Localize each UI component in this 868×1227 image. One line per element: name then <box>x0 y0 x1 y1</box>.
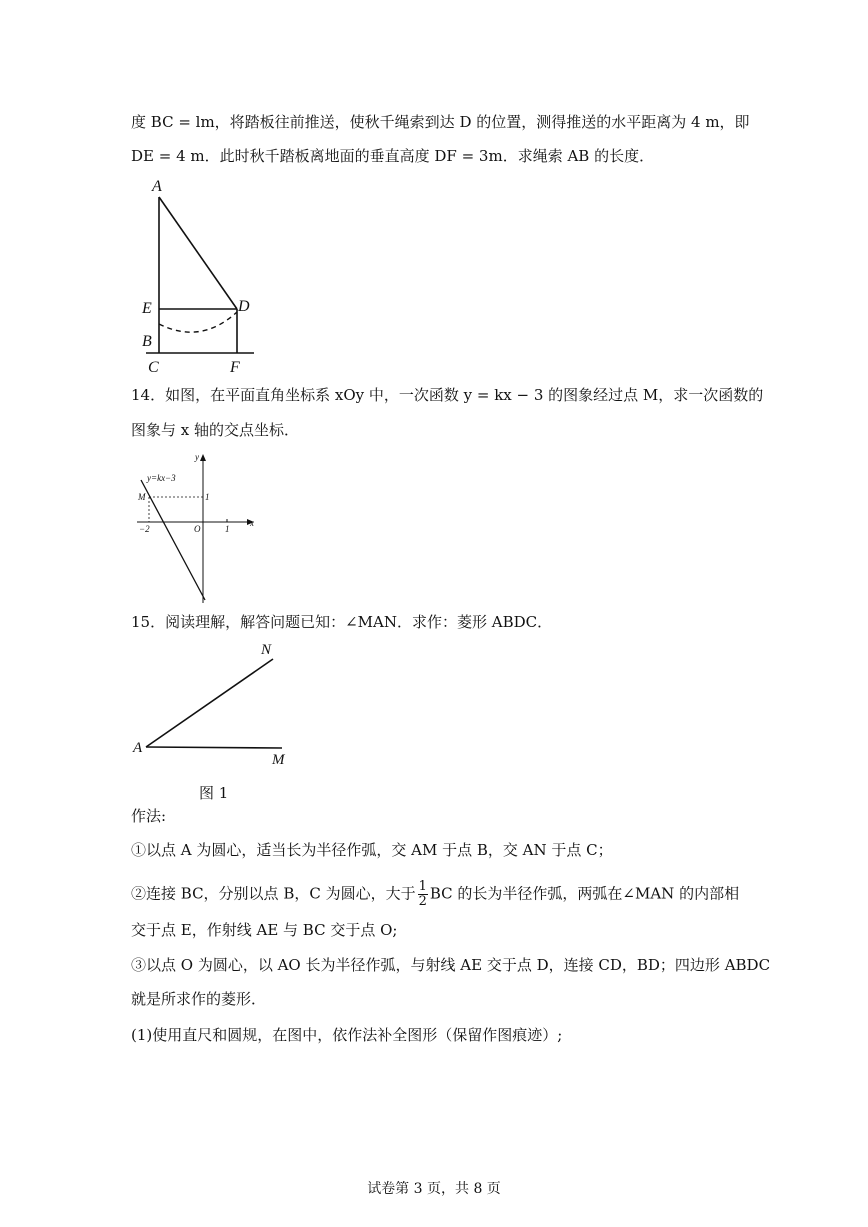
linear-function-graph <box>133 448 263 608</box>
problem15-text-line1: 15．阅读理解，解答问题已知：∠MAN．求作：菱形 ABDC． <box>131 613 553 631</box>
label-D: D <box>238 298 250 315</box>
tick-label-1: 1 <box>225 524 230 534</box>
problem14-text-line2: 图象与 x 轴的交点坐标． <box>131 421 299 439</box>
label-A: A <box>133 740 143 756</box>
function-line <box>141 480 205 600</box>
y-axis-arrow-icon <box>200 454 206 461</box>
label-A: A <box>152 178 162 195</box>
problem13-text-line2: DE = 4 m．此时秋千踏板离地面的垂直高度 DF = 3m．求绳索 AB 的长度． <box>131 147 655 165</box>
step-2-line2: 交于点 E，作射线 AE 与 BC 交于点 O; <box>131 921 398 939</box>
fraction-one-half <box>418 880 428 909</box>
origin-label: O <box>194 524 201 534</box>
step-3-line1: ③以点 O 为圆心，以 AO 长为半径作弧，与射线 AE 交于点 D，连接 CD，BD；四边形 ABDC <box>131 956 771 974</box>
swing-figure <box>136 175 266 380</box>
label-N: N <box>261 642 272 658</box>
y-axis-label: y <box>195 452 199 462</box>
label-M: M <box>272 752 285 768</box>
ray-AM <box>146 747 282 748</box>
ray-AN <box>146 659 273 747</box>
label-F: F <box>230 359 240 376</box>
step-2-text-after: BC 的长为半径作弧，两弧在∠MAN 的内部相 <box>429 884 740 903</box>
fraction-numerator: 1 <box>418 879 427 894</box>
function-label: y=kx−3 <box>147 473 176 483</box>
step-1: ①以点 A 为圆心，适当长为半径作弧，交 AM 于点 B，交 AN 于点 C； <box>131 841 613 859</box>
subquestion-1: (1)使用直尺和圆规，在图中，依作法补全图形（保留作图痕迹）; <box>131 1026 563 1044</box>
figure-caption: 图 1 <box>199 784 229 802</box>
label-C: C <box>148 359 159 376</box>
angle-MAN-figure <box>132 638 292 773</box>
rope-pushed-line <box>159 197 237 309</box>
x-axis-label: x <box>250 518 254 528</box>
swing-arc-dashed <box>159 312 237 332</box>
step-2-line1 <box>131 880 739 909</box>
problem14-text-line1: 14．如图，在平面直角坐标系 xOy 中，一次函数 y = kx − 3 的图象经过点 M，求一次函数的 <box>131 386 764 404</box>
label-B: B <box>142 333 152 350</box>
tick-label-neg2: −2 <box>139 524 150 534</box>
step-2-text-before: ②连接 BC，分别以点 B，C 为圆心，大于 <box>131 884 416 903</box>
method-title: 作法: <box>131 807 167 825</box>
problem13-text-line1: 度 BC = lm，将踏板往前推送，使秋千绳索到达 D 的位置，测得推送的水平距离为 4 m，即 <box>131 113 750 131</box>
ytick-label-1: 1 <box>205 492 210 502</box>
fraction-denominator: 2 <box>418 894 427 909</box>
point-M-label: M <box>138 492 146 502</box>
page-footer: 试卷第 3 页，共 8 页 <box>367 1181 501 1197</box>
label-E: E <box>142 300 152 317</box>
step-3-line2: 就是所求作的菱形． <box>131 990 267 1008</box>
